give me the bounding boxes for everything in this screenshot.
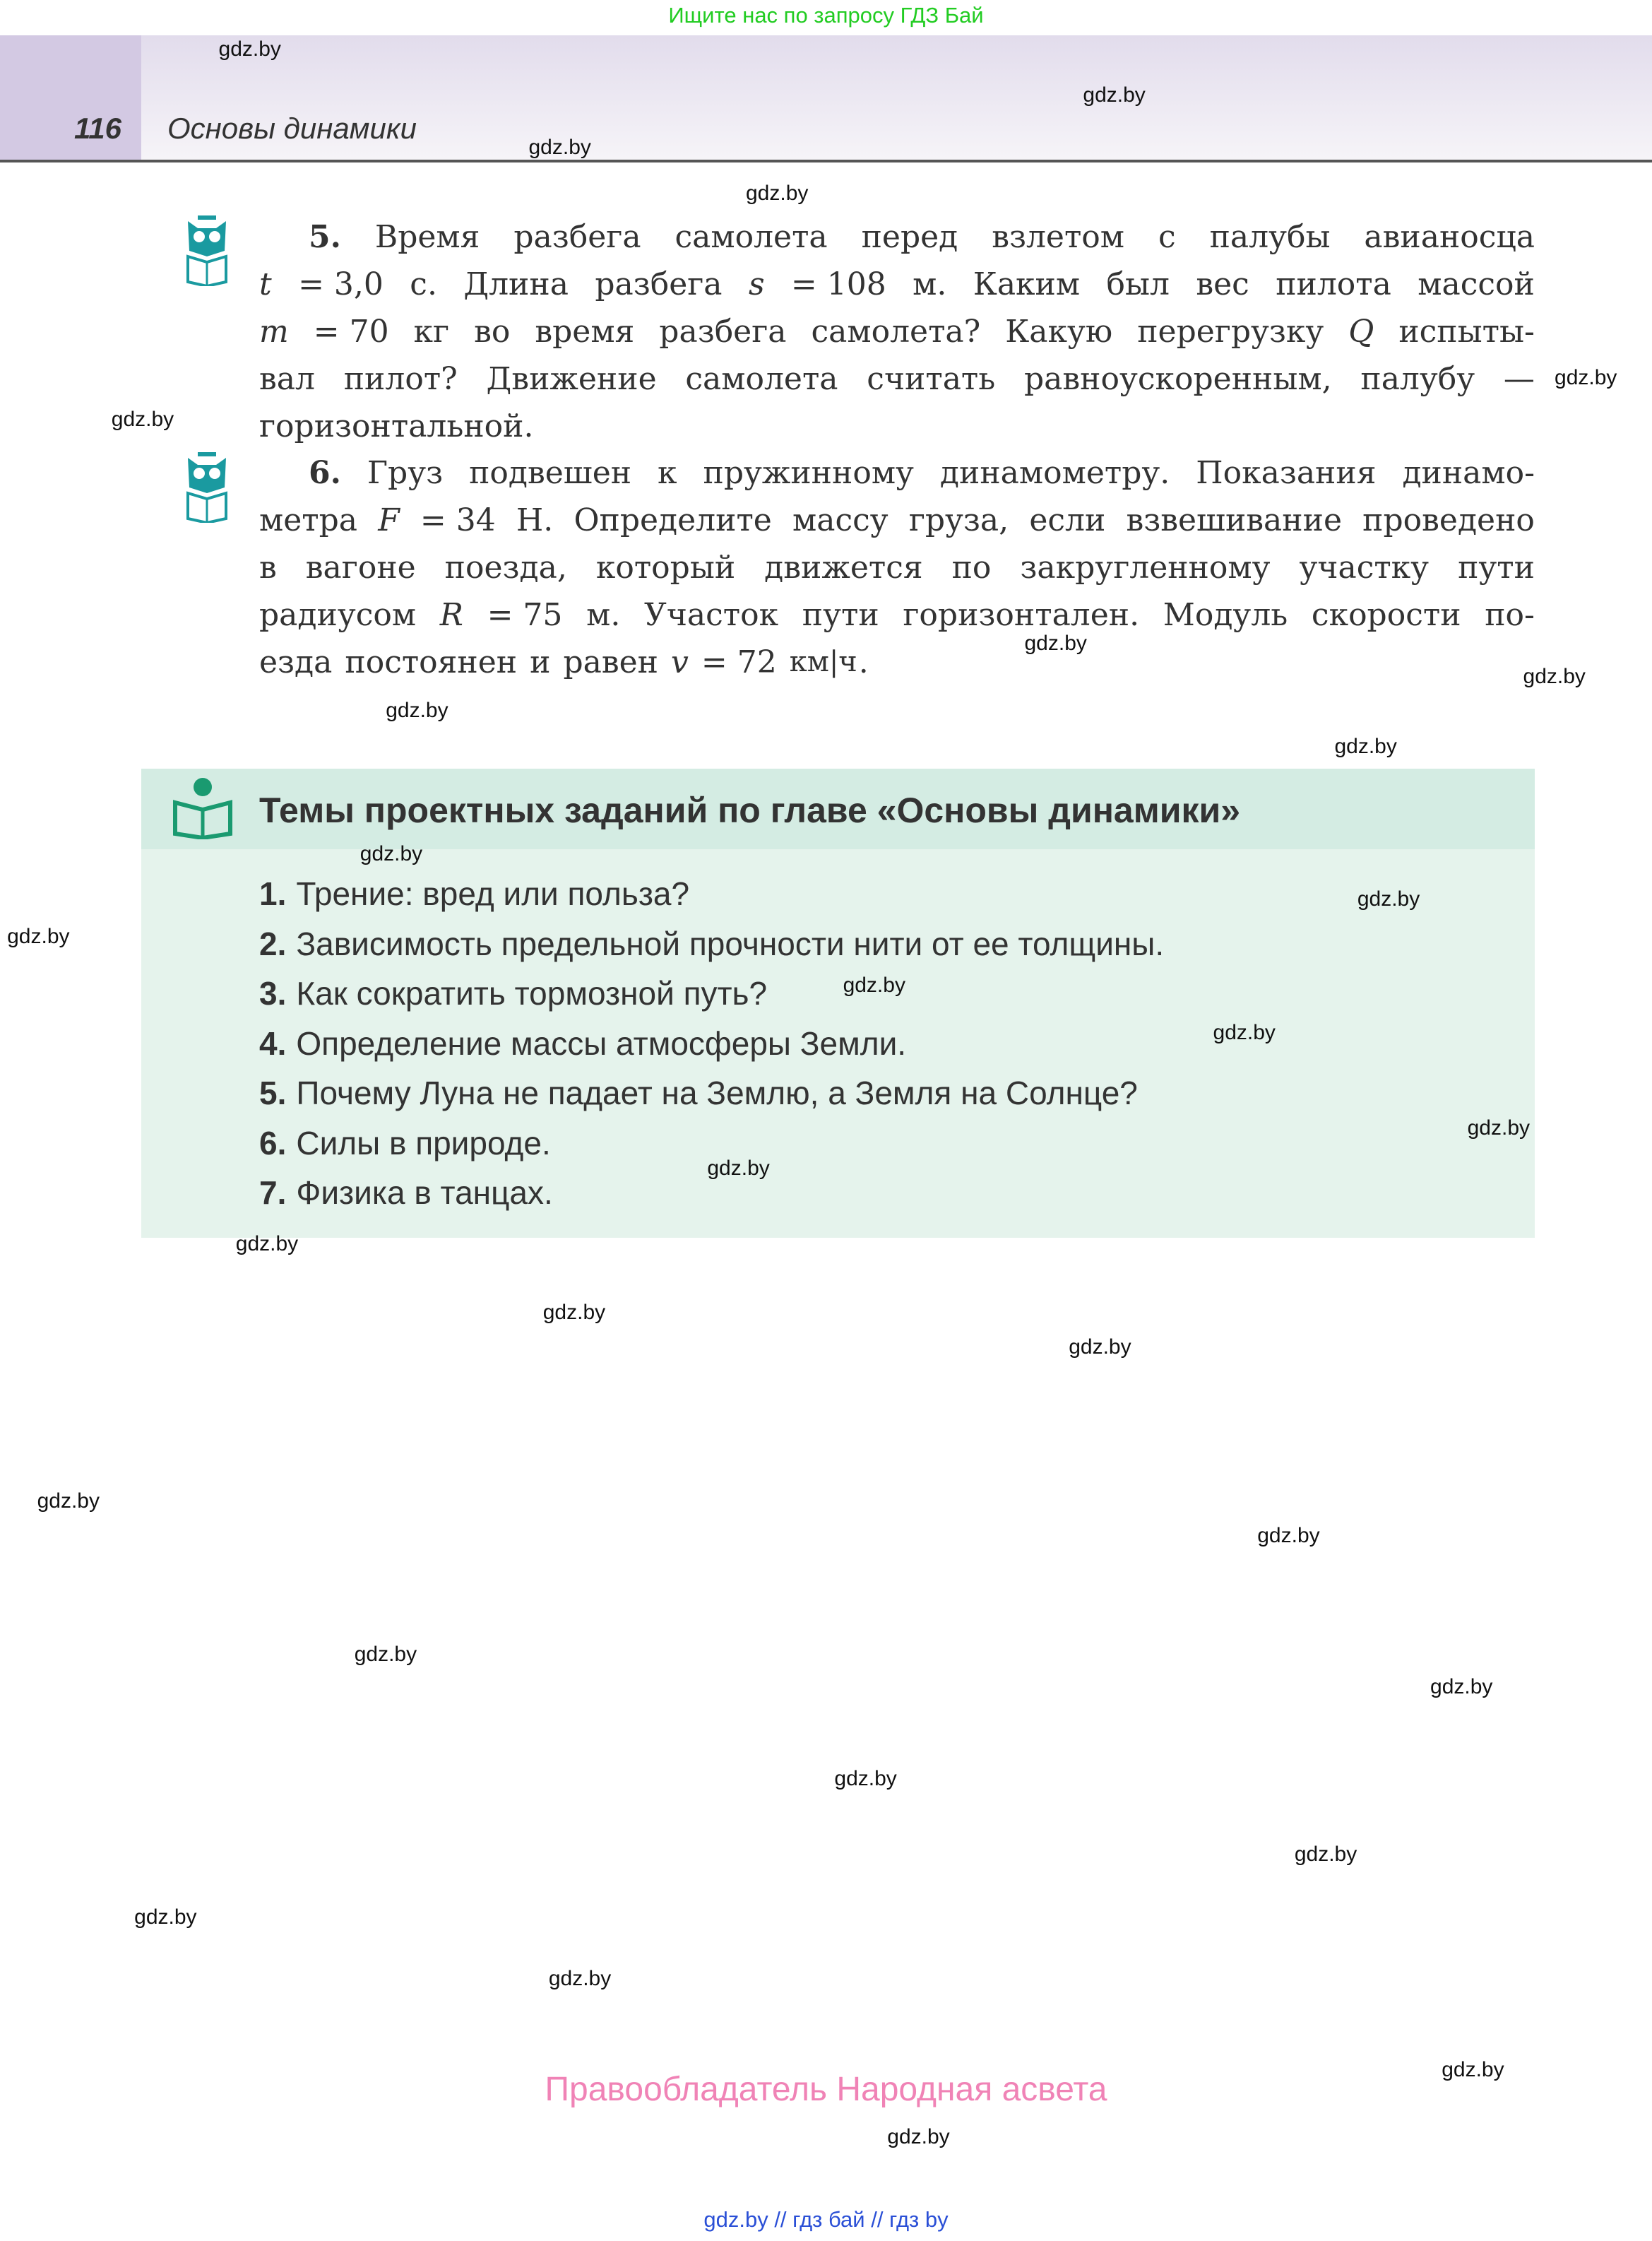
problem-line (259, 497, 1535, 544)
project-topics-title: Темы проектных заданий по главе «Основы динамики» (259, 791, 1241, 830)
watermark: gdz.by (1357, 887, 1420, 911)
word: считать (867, 361, 996, 397)
chapter-title: Основы динамики (167, 112, 417, 145)
item-text: Зависимость предельной прочности нити от ее толщины. (296, 925, 1165, 962)
watermark: gdz.by (1334, 735, 1397, 759)
watermark: gdz.by (843, 973, 905, 997)
project-topic-item (259, 919, 1164, 969)
word: пилот? (343, 361, 458, 397)
word: Каким (973, 266, 1081, 302)
word: самолета (675, 219, 828, 255)
period: . (858, 644, 869, 680)
word: = 72 (701, 644, 777, 680)
problem-5 (259, 213, 1535, 450)
watermark: gdz.by (1555, 366, 1617, 390)
item-text: Определение массы атмосферы Земли. (296, 1024, 907, 1062)
word: = 70 (313, 314, 389, 350)
project-topic-item (259, 1019, 906, 1069)
item-text: Трение: вред или польза? (296, 875, 690, 912)
word: проведено (1362, 502, 1535, 538)
watermark: gdz.by (1083, 83, 1146, 107)
project-topic-item (259, 869, 689, 919)
problem-line (259, 213, 1535, 261)
word: вагоне (305, 550, 416, 586)
word: в (259, 550, 277, 586)
item-text: Как сократить тормозной путь? (296, 975, 768, 1012)
word: если (1029, 502, 1106, 538)
word: разбега (659, 314, 787, 350)
word: был (1106, 266, 1170, 302)
watermark: gdz.by (218, 37, 281, 61)
word: взлетом (992, 219, 1125, 255)
word: движется (764, 550, 923, 586)
item-number: 6. (259, 1124, 287, 1161)
watermark: gdz.by (548, 1966, 612, 1990)
word: с. (410, 266, 437, 302)
word: равноускоренным, (1024, 361, 1332, 397)
word: динамо- (1402, 455, 1535, 491)
word: динамометру. (939, 455, 1170, 491)
word: Груз (367, 455, 444, 491)
word: Движение (486, 361, 657, 397)
word: пути (1458, 550, 1535, 586)
word: самолета (685, 361, 838, 397)
word: Q (1348, 314, 1374, 350)
word: 6. (309, 455, 341, 491)
word: равен (563, 644, 658, 680)
word: m (259, 314, 289, 350)
word: радиусом (259, 597, 417, 633)
word: Участок (644, 597, 779, 633)
watermark: gdz.by (746, 182, 809, 206)
word: участку (1299, 550, 1430, 586)
item-number: 1. (259, 875, 287, 912)
word: s (748, 266, 765, 302)
word: м. (586, 597, 621, 633)
word: езда (259, 644, 333, 680)
word: метра (259, 502, 358, 538)
watermark: gdz.by (1467, 1116, 1530, 1140)
word: перед (861, 219, 958, 255)
word: Модуль (1163, 597, 1288, 633)
word: палубу (1360, 361, 1475, 397)
word: Н. (516, 502, 554, 538)
watermark: gdz.by (1430, 1675, 1493, 1699)
word: = 108 (790, 266, 886, 302)
word: t (259, 266, 272, 302)
word: Длина (463, 266, 569, 302)
problem-line (259, 449, 1535, 497)
project-topic-item (259, 969, 767, 1019)
word: к (658, 455, 677, 491)
watermark: gdz.by (542, 1301, 606, 1325)
problem-line (259, 308, 1535, 355)
word: разбега (513, 219, 641, 255)
watermark: gdz.by (1523, 664, 1586, 688)
word: постоянен (345, 644, 518, 680)
top-banner: Ищите нас по запросу ГДЗ Бай (668, 3, 984, 28)
word: массой (1418, 266, 1535, 302)
word: подвешен (469, 455, 632, 491)
word: с (1158, 219, 1176, 255)
word: взвешивание (1126, 502, 1342, 538)
project-topic-item (259, 1168, 553, 1218)
project-topics-header (141, 769, 1535, 849)
word: груза, (908, 502, 1009, 538)
problem-line (259, 261, 1535, 308)
item-text: Физика в танцах. (296, 1174, 553, 1211)
word: — (1503, 361, 1535, 397)
problem-6 (259, 449, 1535, 686)
item-number: 5. (259, 1075, 287, 1111)
word: Определите (574, 502, 772, 538)
watermark: gdz.by (134, 1905, 197, 1929)
watermark: gdz.by (37, 1489, 100, 1513)
item-number: 7. (259, 1174, 287, 1211)
word: v (671, 644, 689, 680)
word: вес (1196, 266, 1249, 302)
problem-line (259, 403, 1535, 450)
word: 5. (309, 219, 341, 255)
word: самолета? (811, 314, 981, 350)
word: горизонтальной. (259, 408, 534, 444)
word: скорости (1311, 597, 1461, 633)
word: закругленному (1020, 550, 1271, 586)
word: кг (413, 314, 450, 350)
word: пилота (1276, 266, 1391, 302)
word: поезда, (444, 550, 567, 586)
project-topics-box (141, 769, 1535, 1238)
watermark: gdz.by (1024, 632, 1087, 656)
word: во (474, 314, 511, 350)
page-number: 116 (74, 112, 121, 145)
word: палубы (1209, 219, 1331, 255)
item-text: Почему Луна не падает на Землю, а Земля на Солнце? (296, 1075, 1138, 1111)
item-number: 2. (259, 925, 287, 962)
watermark: gdz.by (7, 925, 70, 949)
watermark: gdz.by (1442, 2058, 1504, 2082)
reader-book-icon (171, 776, 234, 839)
word: по (951, 550, 992, 586)
word: = 75 (487, 597, 563, 633)
item-number: 4. (259, 1024, 287, 1062)
word: R (439, 597, 463, 633)
word: м. (913, 266, 947, 302)
watermark: gdz.by (359, 841, 423, 865)
word: и (530, 644, 551, 680)
watermark: gdz.by (111, 407, 174, 431)
word: авианосца (1364, 219, 1535, 255)
word: Время (374, 219, 480, 255)
watermark: gdz.by (1213, 1020, 1276, 1044)
owl-book-icon (182, 215, 232, 286)
watermark: gdz.by (1257, 1523, 1320, 1547)
word: вал (259, 361, 315, 397)
problem-line (259, 355, 1535, 403)
word: Показания (1196, 455, 1377, 491)
problem-line (259, 591, 1535, 639)
problem-line (259, 544, 1535, 591)
problem-line (259, 639, 1535, 686)
item-number: 3. (259, 975, 287, 1012)
item-text: Силы в природе. (296, 1124, 551, 1161)
watermark: gdz.by (386, 699, 448, 723)
project-topic-item (259, 1118, 551, 1169)
word: испыты- (1398, 314, 1535, 350)
speed-unit: км|ч (789, 646, 857, 678)
project-topic-item (259, 1068, 1138, 1118)
copyright-footer: Правообладатель Народная асвета (545, 2071, 1107, 2108)
word: = 3,0 (298, 266, 384, 302)
word: разбега (595, 266, 723, 302)
watermark: gdz.by (528, 136, 591, 160)
word: пружинному (703, 455, 914, 491)
word: перегрузку (1137, 314, 1324, 350)
bottom-links[interactable]: gdz.by // гдз бай // гдз by (703, 2207, 949, 2232)
word: горизонтален. (903, 597, 1140, 633)
word: время (535, 314, 635, 350)
watermark: gdz.by (235, 1232, 299, 1256)
word: который (595, 550, 736, 586)
watermark: gdz.by (354, 1642, 417, 1666)
watermark: gdz.by (1069, 1335, 1131, 1359)
watermark: gdz.by (1294, 1842, 1357, 1866)
watermark: gdz.by (707, 1156, 770, 1180)
watermark: gdz.by (834, 1766, 897, 1790)
owl-book-icon (182, 452, 232, 523)
word: Какую (1005, 314, 1113, 350)
word: массу (792, 502, 889, 538)
word: = 34 (420, 502, 496, 538)
word: пути (802, 597, 879, 633)
word: F (378, 502, 400, 538)
word: по- (1485, 597, 1535, 633)
watermark: gdz.by (887, 2125, 950, 2149)
